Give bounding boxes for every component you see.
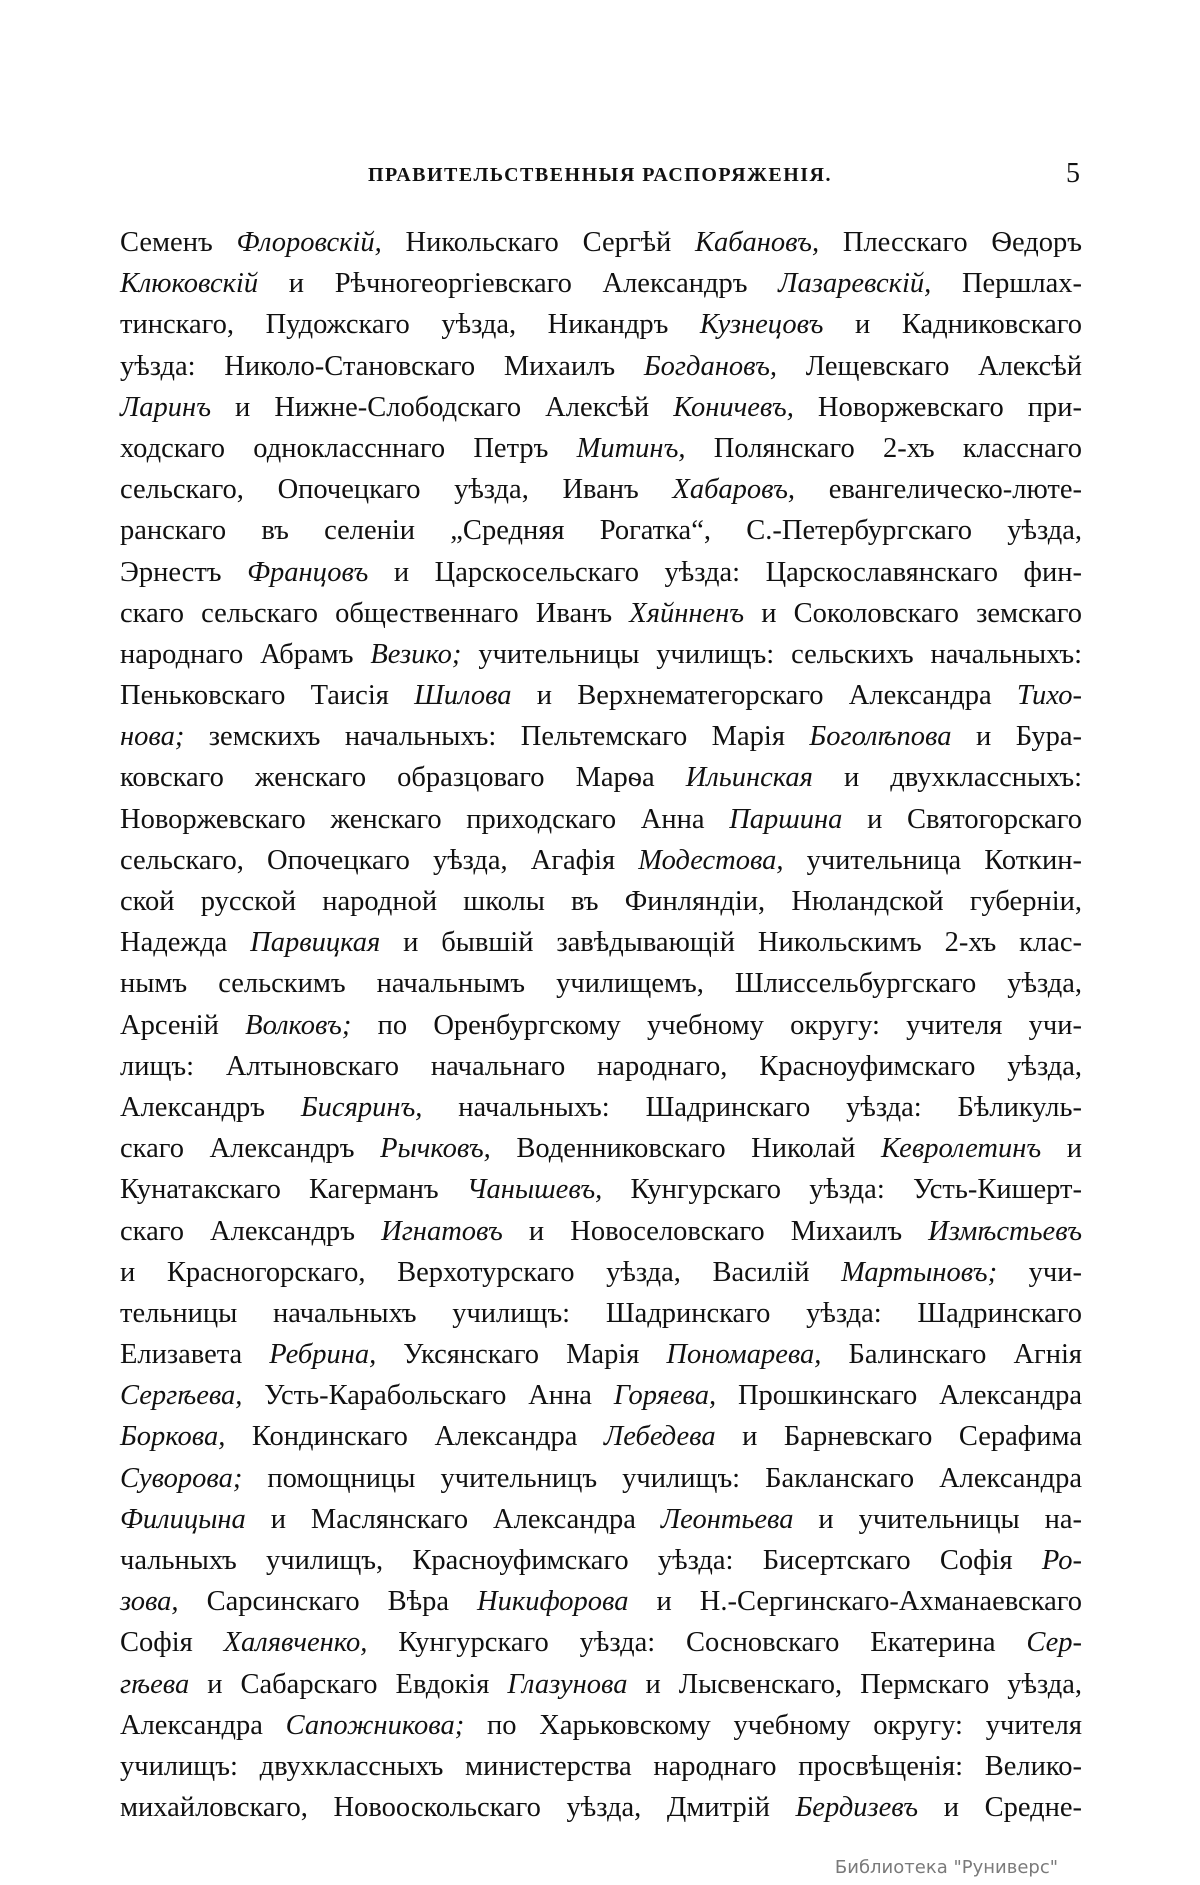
text-line [120, 1211, 1082, 1252]
text-span: и [1041, 1133, 1082, 1165]
italic-name: Сер- [1026, 1627, 1082, 1659]
text-line [120, 346, 1082, 387]
italic-name: Бисяринъ, [300, 1091, 423, 1123]
text-span: учительница Коткин- [783, 844, 1082, 876]
text-span: Усть-Карабольскаго Анна [242, 1380, 614, 1412]
italic-name: Модестова, [638, 844, 784, 876]
text-span: и Сабарскаго Евдокія [189, 1668, 508, 1700]
italic-name: Ильинская [685, 762, 813, 794]
text-span: народнаго Абрамъ [120, 638, 371, 670]
italic-name: нова; [120, 721, 185, 753]
text-span: лищъ: Алтыновскаго начальнаго народнаго, Красноуфимскаго уѣзда, [120, 1050, 1082, 1082]
library-watermark: Библиотека "Руниверс" [834, 1857, 1058, 1878]
text-span: и учительницы на- [793, 1503, 1082, 1535]
text-span: Надежда [120, 927, 251, 959]
text-span: ходскаго одноклассннаго Петръ [120, 432, 577, 464]
text-span: Семенъ [120, 227, 237, 258]
text-line [120, 1787, 1082, 1828]
text-span: учительницы училищъ: сельскихъ начальныхъ: [461, 638, 1082, 670]
running-title: ПРАВИТЕЛЬСТВЕННЫЯ РАСПОРЯЖЕНІЯ. [368, 164, 832, 186]
text-span: Прошкинскаго Александра [716, 1380, 1082, 1412]
text-span: ской русской народной школы въ Финляндіи, Нюландской губерніи, [120, 886, 1082, 917]
text-line [120, 1499, 1082, 1540]
text-span: и Нижне-Слободскаго Алексѣй [210, 391, 674, 423]
italic-name: гѣева [120, 1668, 190, 1700]
text-span: и Барневскаго Серафима [715, 1421, 1082, 1453]
text-line [120, 1005, 1082, 1046]
text-line [120, 469, 1082, 510]
text-line [120, 1334, 1082, 1375]
text-span: Арсеній [120, 1009, 246, 1041]
italic-name: Игнатовъ [381, 1215, 503, 1247]
text-line [120, 1046, 1082, 1087]
text-span: Балинскаго Агнія [821, 1339, 1082, 1371]
text-span: Елизавета [120, 1339, 270, 1371]
italic-name: Волковъ; [245, 1009, 352, 1041]
text-line [120, 1169, 1082, 1210]
italic-name: Чанышевъ, [466, 1174, 603, 1206]
text-span: Першлах- [931, 268, 1082, 300]
text-span: и Лысвенскаго, Пермскаго уѣзда, [627, 1668, 1082, 1700]
text-line [120, 881, 1082, 922]
italic-name: Везико; [370, 638, 462, 670]
italic-name: Паршина [729, 803, 843, 835]
text-span: нымъ сельскимъ начальнымъ училищемъ, Шлиссельбургскаго уѣзда, [120, 968, 1082, 1000]
italic-name: Филицына [120, 1503, 246, 1535]
text-line [120, 1705, 1082, 1746]
italic-name: Лебедева [603, 1421, 716, 1453]
italic-name: Бердизевъ [795, 1792, 919, 1824]
text-span: скаго Александръ [120, 1133, 381, 1165]
text-span: ранскаго въ селеніи „Средняя Рогатка“, С.-Петербургскаго уѣзда, [120, 515, 1082, 547]
italic-name: Кевролетинъ [880, 1133, 1042, 1165]
text-line [120, 675, 1082, 716]
text-span: начальныхъ: Шадринскаго уѣзда: Бѣликуль- [422, 1091, 1082, 1123]
text-line [120, 1252, 1082, 1293]
text-span: и Верхнематегорскаго Александра [511, 680, 1017, 712]
text-span: Новоржевскаго женскаго приходскаго Анна [120, 803, 730, 835]
text-span: сельскаго, Опочецкаго уѣзда, Иванъ [120, 474, 673, 506]
text-line [120, 593, 1082, 634]
italic-name: Парвицкая [250, 927, 381, 959]
italic-name: Кабановъ, [695, 227, 820, 258]
italic-name: Митинъ, [576, 432, 686, 464]
text-span: училищъ: двухклассныхъ министерства народнаго просвѣщенія: Велико- [120, 1750, 1082, 1782]
text-span: учи- [997, 1256, 1083, 1288]
text-span: Лещевскаго Алексѣй [777, 350, 1082, 382]
italic-name: Пономарева, [666, 1339, 822, 1371]
text-line [120, 799, 1082, 840]
text-span: Уксянскаго Марія [376, 1339, 667, 1371]
text-span: и Новоселовскаго Михаилъ [502, 1215, 929, 1247]
italic-name: Сапожникова; [285, 1709, 465, 1741]
text-span: скаго Александръ [120, 1215, 382, 1247]
page-number: 5 [1066, 158, 1080, 189]
text-span: по Оренбургскому учебному округу: учителя учи- [351, 1009, 1082, 1041]
italic-name: Коничевъ, [673, 391, 794, 423]
text-span: Софія [120, 1627, 224, 1659]
text-span: Никольскаго Сергѣй [381, 227, 696, 258]
italic-name: Хяйнненъ [629, 597, 745, 629]
text-line [120, 1746, 1082, 1787]
text-line [120, 716, 1082, 757]
italic-name: Горяева, [613, 1380, 717, 1412]
text-line [120, 757, 1082, 798]
text-span: Кондинскаго Александра [225, 1421, 604, 1453]
text-span: по Харьковскому учебному округу: учителя [464, 1709, 1083, 1741]
text-span: и Царскосельскаго уѣзда: Царскославянскаго фин- [368, 556, 1082, 588]
text-line [120, 840, 1082, 881]
italic-name: Леонтьева [660, 1503, 794, 1535]
text-line [120, 1664, 1082, 1705]
text-line [120, 634, 1082, 675]
text-span: и Красногорскаго, Верхотурскаго уѣзда, Василій [120, 1256, 842, 1288]
text-line [120, 1293, 1082, 1334]
text-span: тельницы начальныхъ училищъ: Шадринскаго уѣзда: Шадринскаго [120, 1297, 1082, 1329]
text-span: и Кадниковскаго [823, 309, 1082, 341]
page-header [120, 158, 1080, 198]
text-line [120, 387, 1082, 428]
text-span: Кунгурскаго уѣзда: Сосновскаго Екатерина [367, 1627, 1027, 1659]
italic-name: Хабаровъ, [672, 474, 796, 506]
text-span: тинскаго, Пудожскаго уѣзда, Никандръ [120, 309, 700, 341]
text-span: Александра [120, 1709, 286, 1741]
italic-name: Кузнецовъ [699, 309, 824, 341]
text-line [120, 1128, 1082, 1169]
text-span: Плесскаго Ѳедоръ [819, 227, 1082, 258]
text-span: скаго сельскаго общественнаго Иванъ [120, 597, 630, 629]
text-line [120, 1416, 1082, 1457]
text-span: и бывшій завѣдывающій Никольскимъ 2-хъ клас- [380, 927, 1082, 959]
text-line [120, 222, 1082, 263]
text-line [120, 1581, 1082, 1622]
text-span: и Соколовскаго земскаго [744, 597, 1082, 629]
text-span: земскихъ начальныхъ: Пельтемскаго Марія [184, 721, 810, 753]
text-span: помощницы учительницъ училищъ: Бакланскаго Александра [242, 1462, 1082, 1494]
text-span: и Рѣчногеоргіевскаго Александръ [258, 268, 779, 300]
italic-name: Лазаревскій, [778, 268, 932, 300]
italic-name: Ребрина, [269, 1339, 377, 1371]
italic-name: Рычковъ, [380, 1133, 491, 1165]
text-span: уѣзда: Николо-Становскаго Михаилъ [120, 350, 644, 382]
text-span: Полянскаго 2-хъ класснаго [685, 432, 1082, 464]
text-line [120, 1458, 1082, 1499]
text-span: Новоржевскаго при- [793, 391, 1082, 423]
text-span: и двухклассныхъ: [812, 762, 1082, 794]
italic-name: Богдановъ, [643, 350, 778, 382]
body-text [120, 222, 1082, 1828]
italic-name: Боркова, [120, 1421, 226, 1453]
text-span: сельскаго, Опочецкаго уѣзда, Агафія [120, 844, 639, 876]
italic-name: Измѣстьевъ [928, 1215, 1082, 1247]
text-line [120, 428, 1082, 469]
text-span: михайловскаго, Новооскольскаго уѣзда, Дмитрій [120, 1792, 796, 1824]
text-line [120, 963, 1082, 1004]
italic-name: Никифорова [477, 1586, 629, 1618]
text-span: чальныхъ училищъ, Красноуфимскаго уѣзда: Бисертскаго Софія [120, 1545, 1042, 1576]
italic-name: Сергѣева, [120, 1380, 243, 1412]
text-span: Александръ [120, 1091, 301, 1123]
text-line [120, 1375, 1082, 1416]
text-span: Кунатакскаго Кагерманъ [120, 1174, 467, 1206]
text-span: Сарсинскаго Вѣра [178, 1586, 478, 1618]
text-span: Кунгурскаго уѣзда: Усть-Кишерт- [602, 1174, 1082, 1206]
text-span: ковскаго женскаго образцоваго Марѳа [120, 762, 686, 794]
italic-name: Мартыновъ; [841, 1256, 998, 1288]
text-span: Эрнестъ [120, 556, 248, 588]
text-span: и Н.-Сергинскаго-Ахманаевскаго [628, 1586, 1082, 1618]
italic-name: Халявченко, [223, 1627, 368, 1659]
italic-name: Шилова [414, 680, 512, 712]
italic-name: Боголѣпова [809, 721, 952, 753]
text-span: и Маслянскаго Александра [245, 1503, 661, 1535]
italic-name: Суворова; [120, 1462, 243, 1494]
text-line [120, 510, 1082, 551]
italic-name: зова, [120, 1586, 179, 1618]
italic-name: Клюковскій [120, 268, 259, 300]
text-span: Пеньковскаго Таисія [120, 680, 415, 712]
text-line [120, 263, 1082, 304]
text-span: и Бура- [951, 721, 1082, 753]
italic-name: Тихо- [1016, 680, 1082, 712]
text-span: евангелическо-люте- [795, 474, 1082, 506]
italic-name: Глазунова [507, 1668, 628, 1700]
text-line [120, 304, 1082, 345]
text-line [120, 922, 1082, 963]
text-span: и Средне- [918, 1792, 1082, 1824]
italic-name: Францовъ [247, 556, 369, 588]
text-span: Воденниковскаго Николай [490, 1133, 881, 1165]
text-line [120, 1087, 1082, 1128]
italic-name: Ларинъ [120, 391, 211, 423]
text-span: и Святогорскаго [842, 803, 1082, 835]
italic-name: Ро- [1041, 1545, 1082, 1576]
text-line [120, 1540, 1082, 1581]
italic-name: Флоровскій, [236, 227, 382, 258]
text-line [120, 1622, 1082, 1663]
text-line [120, 552, 1082, 593]
